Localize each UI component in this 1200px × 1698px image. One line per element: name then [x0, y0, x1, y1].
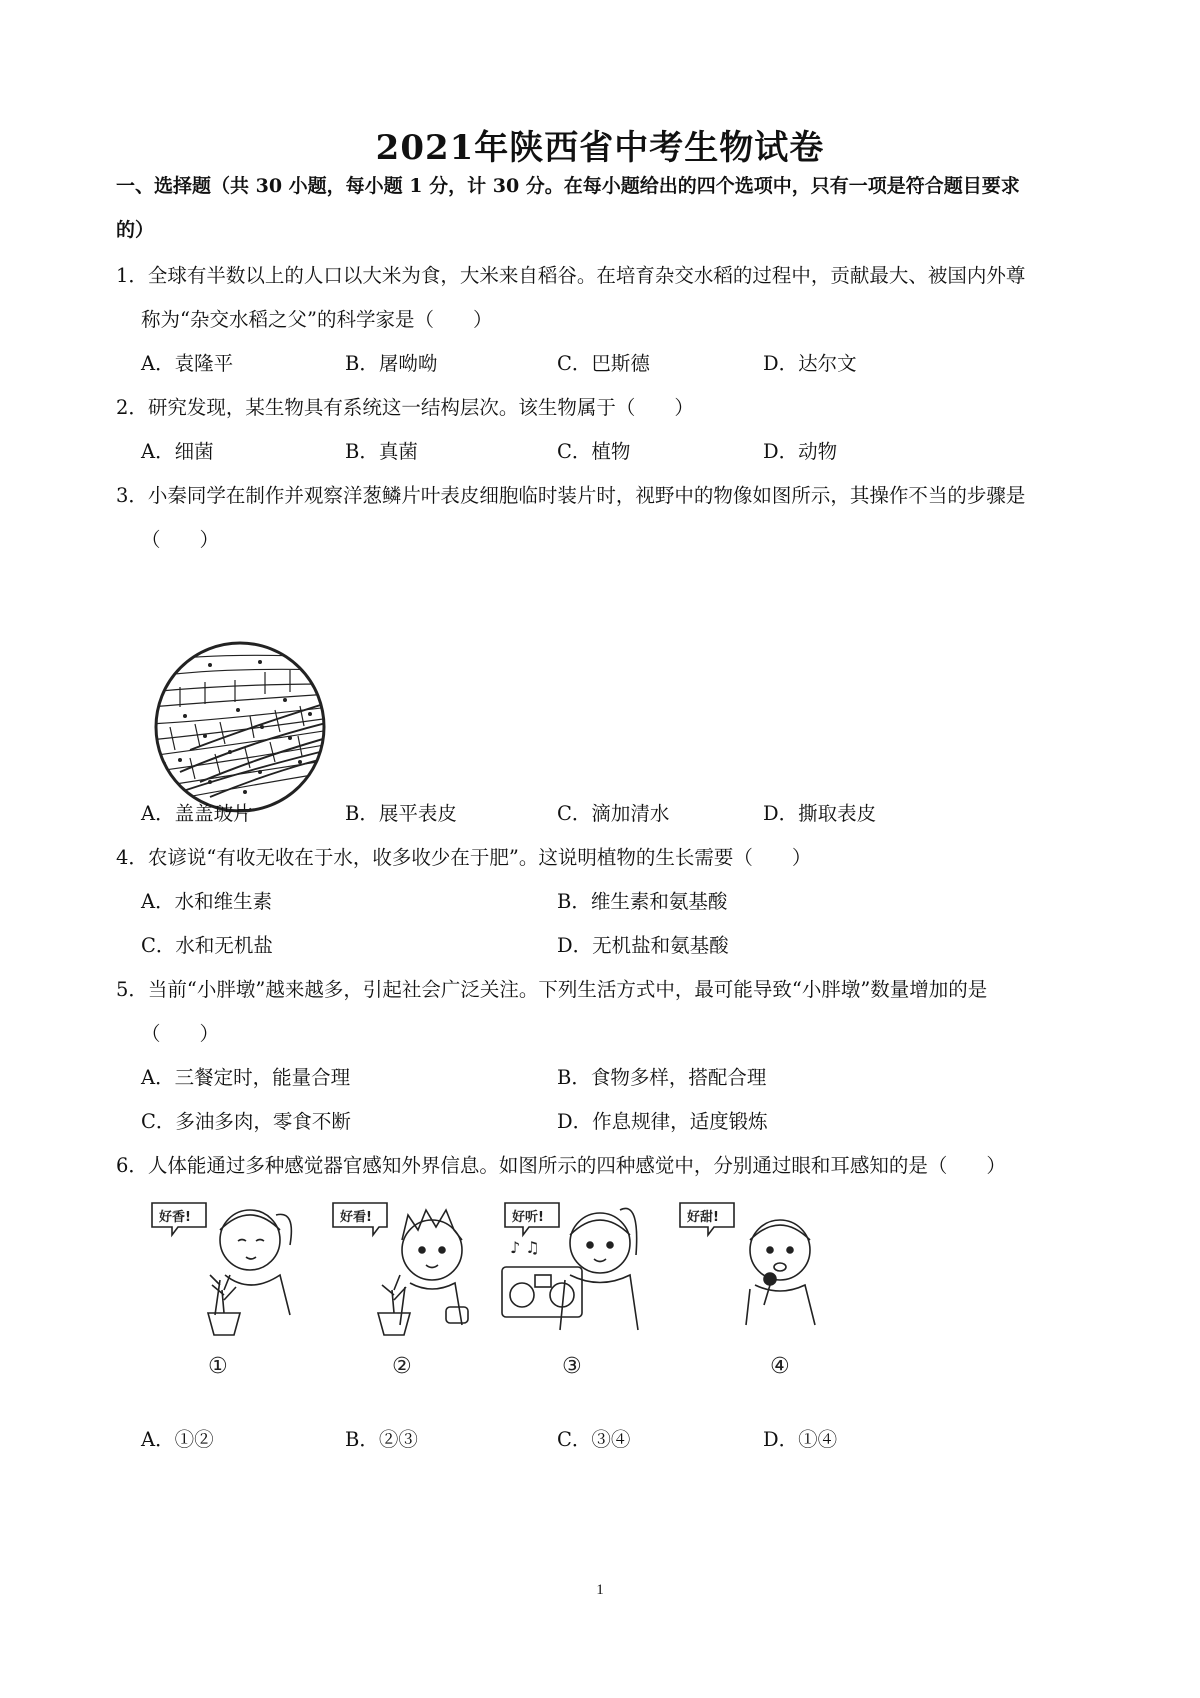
question-6-option-c: C．③④: [557, 1428, 631, 1451]
microscope-field-figure: [150, 632, 330, 822]
question-1-option-d: D．达尔文: [763, 352, 857, 375]
question-4-option-c: C．水和无机盐: [141, 934, 273, 957]
page-title: 2021年陕西省中考生物试卷: [375, 128, 825, 168]
question-3-option-a: A．盖盖玻片: [141, 802, 253, 825]
question-4-line-1: 4．农谚说“有收无收在于水，收多收少在于肥”。这说明植物的生长需要（ ）: [116, 846, 812, 869]
figure-number-2: ②: [392, 1354, 412, 1379]
bubble-3: 好听!: [512, 1210, 544, 1225]
question-3-option-c: C．滴加清水: [557, 802, 670, 825]
bubble-2: 好看!: [340, 1210, 372, 1225]
question-3-option-d: D．撕取表皮: [763, 802, 877, 825]
section-heading-line-1: 一、选择题（共 30 小题，每小题 1 分，计 30 分。在每小题给出的四个选项中，只有一项是符合题目要求: [116, 175, 1020, 197]
bubble-1: 好香!: [159, 1210, 191, 1225]
question-4-option-b: B．维生素和氨基酸: [557, 890, 728, 913]
question-1-option-c: C．巴斯德: [557, 352, 650, 375]
question-5-option-b: B．食物多样，搭配合理: [557, 1066, 767, 1089]
question-4-option-d: D．无机盐和氨基酸: [557, 934, 729, 957]
question-4-option-a: A．水和维生素: [141, 890, 273, 913]
question-1-option-b: B．屠呦呦: [345, 352, 438, 375]
sight-figure: [333, 1203, 468, 1335]
page-number: 1: [596, 1582, 604, 1598]
question-1-option-a: A．袁隆平: [141, 352, 234, 375]
figure-number-4: ④: [770, 1354, 790, 1379]
question-2-option-c: C．植物: [557, 440, 631, 463]
question-3-line-1: 3．小秦同学在制作并观察洋葱鳞片叶表皮细胞临时装片时，视野中的物像如图所示，其操作不当的步骤是: [116, 484, 1026, 507]
bubble-4: 好甜!: [687, 1210, 719, 1225]
question-6-option-a: A．①②: [141, 1428, 214, 1451]
hearing-figure: [502, 1203, 638, 1330]
senses-figure: [150, 1195, 900, 1410]
question-3-line-2: （ ）: [141, 528, 220, 551]
question-6-option-d: D．①④: [763, 1428, 838, 1451]
question-6-line-1: 6．人体能通过多种感觉器官感知外界信息。如图所示的四种感觉中，分别通过眼和耳感知的是（ ）: [116, 1154, 1006, 1177]
question-1-line-1: 1．全球有半数以上的人口以大米为食，大米来自稻谷。在培育杂交水稻的过程中，贡献最大、被国内外尊: [116, 264, 1026, 287]
question-3-option-b: B．展平表皮: [345, 802, 457, 825]
question-5-option-a: A．三餐定时，能量合理: [141, 1066, 351, 1089]
question-2-option-b: B．真菌: [345, 440, 418, 463]
question-5-line-1: 5．当前“小胖墩”越来越多，引起社会广泛关注。下列生活方式中，最可能导致“小胖墩”数量增加的是: [116, 978, 988, 1001]
question-6-option-b: B．②③: [345, 1428, 418, 1451]
smell-figure: [152, 1203, 291, 1335]
question-2-option-a: A．细菌: [141, 440, 214, 463]
taste-figure: [680, 1203, 815, 1325]
question-5-line-2: （ ）: [141, 1022, 220, 1045]
question-1-line-2: 称为“杂交水稻之父”的科学家是（ ）: [141, 308, 493, 331]
music-note-icon: ♪ ♫: [510, 1238, 540, 1257]
question-2-option-d: D．动物: [763, 440, 838, 463]
section-heading-line-2: 的）: [116, 219, 155, 241]
question-2-line-1: 2．研究发现，某生物具有系统这一结构层次。该生物属于（ ）: [116, 396, 694, 419]
figure-number-3: ③: [562, 1354, 582, 1379]
question-5-option-c: C．多油多肉，零食不断: [141, 1110, 351, 1133]
question-5-option-d: D．作息规律，适度锻炼: [557, 1110, 768, 1133]
figure-number-1: ①: [208, 1354, 228, 1379]
